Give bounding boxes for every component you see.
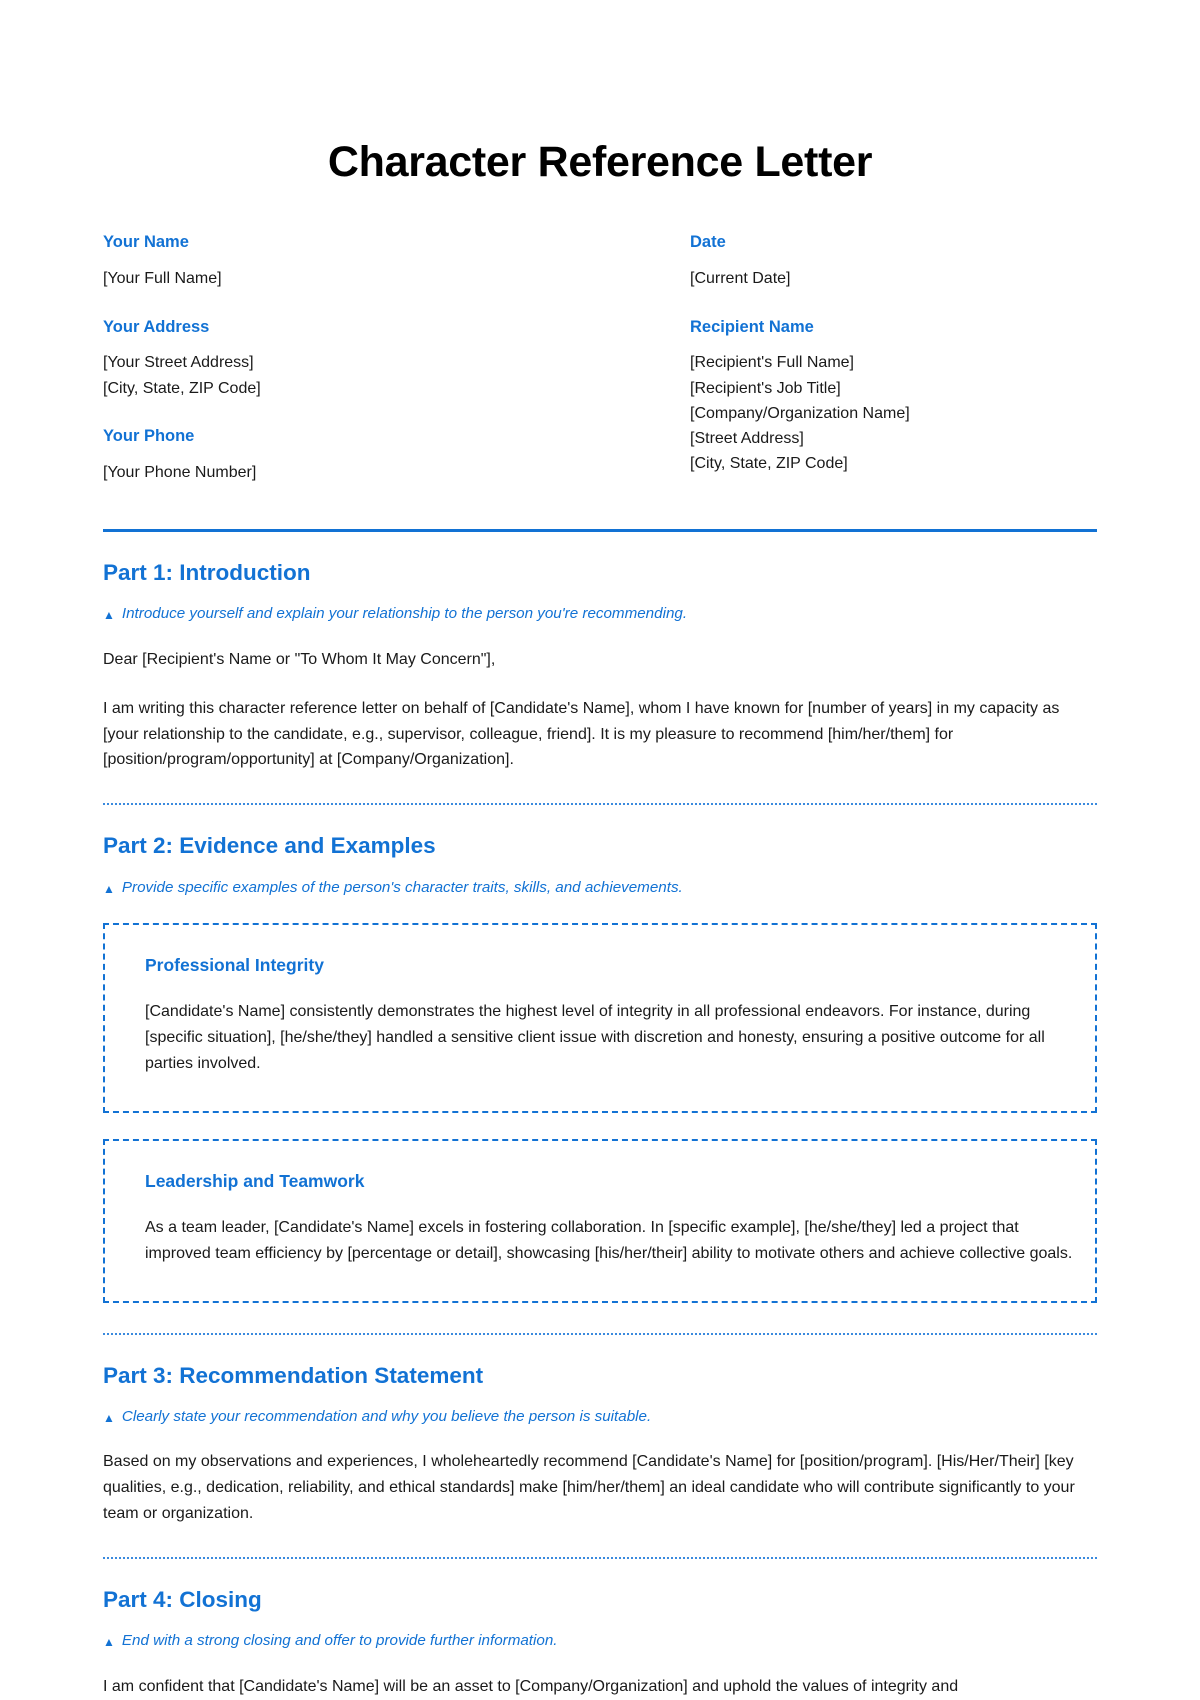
sender-name-block [103, 233, 600, 291]
letter-header [103, 233, 1097, 484]
example-box-professional-integrity[interactable] [103, 923, 1097, 1113]
triangle-up-icon: ▲ [103, 1410, 115, 1425]
hint-part-4 [103, 1631, 1097, 1651]
hint-text-part-1: Introduce yourself and explain your relationship to the person you're recommending. [121, 605, 688, 623]
page-title: Character Reference Letter [327, 138, 873, 186]
sender-address-label: Your Address [103, 317, 210, 336]
date-label: Date [690, 233, 726, 252]
example-box-leadership-teamwork[interactable] [103, 1139, 1097, 1303]
sender-column [103, 233, 600, 484]
triangle-up-icon: ▲ [103, 608, 115, 623]
example-body-leadership-teamwork[interactable]: As a team leader, [Candidate's Name] excels in fostering collaboration. In [specific example], [he/she/they] led a project that improved team efficiency by [percentage or detail], showcasing [his/her/their] ability to motivate others and achieve collective goals. [145, 1218, 1073, 1262]
section-part-3 [103, 1335, 1097, 1528]
recipient-column [600, 233, 1097, 484]
section-title-part-4: Part 4: Closing [103, 1587, 262, 1613]
section-title-part-3: Part 3: Recommendation Statement [103, 1362, 484, 1388]
date-block [690, 233, 1097, 291]
recipient-fullname-value[interactable]: [Recipient's Full Name] [690, 354, 854, 372]
section-part-1 [103, 532, 1097, 774]
recipient-company-value[interactable]: [Company/Organization Name] [690, 404, 910, 422]
document-content [0, 233, 1200, 1699]
recipient-name-label: Recipient Name [690, 317, 814, 336]
example-title-leadership-teamwork: Leadership and Teamwork [145, 1170, 365, 1191]
triangle-up-icon: ▲ [103, 881, 115, 896]
section-title-part-2: Part 2: Evidence and Examples [103, 833, 436, 859]
closing-paragraph[interactable]: I am confident that [Candidate's Name] will be an asset to [Company/Organization] and uphold the values of integrity and [103, 1678, 959, 1696]
section-part-4 [103, 1559, 1097, 1700]
sender-name-label: Your Name [103, 233, 189, 252]
recipient-name-block [690, 318, 1097, 477]
sender-city-value[interactable]: [City, State, ZIP Code] [103, 379, 261, 397]
sender-street-value[interactable]: [Your Street Address] [103, 354, 254, 372]
hint-text-part-4: End with a strong closing and offer to provide further information. [121, 1632, 558, 1650]
sender-name-value[interactable]: [Your Full Name] [103, 270, 222, 288]
recommendation-paragraph[interactable]: Based on my observations and experiences, I wholeheartedly recommend [Candidate's Name] for [position/program]. [His/Her/Their] [key qualities, e.g., dedication, reliability, and ethical standards] make [him/her/them] an ideal candidate who will contribute significantly to your team or organization. [103, 1453, 1075, 1523]
sender-address-block [103, 318, 600, 401]
salutation-paragraph[interactable]: Dear [Recipient's Name or "To Whom It May Concern"], [103, 650, 496, 668]
recipient-city-value[interactable]: [City, State, ZIP Code] [690, 455, 848, 473]
example-title-professional-integrity: Professional Integrity [145, 955, 324, 976]
hint-text-part-3: Clearly state your recommendation and why you believe the person is suitable. [121, 1407, 652, 1425]
hint-part-3 [103, 1407, 1097, 1427]
sender-phone-block [103, 427, 600, 485]
sender-phone-label: Your Phone [103, 426, 195, 445]
recipient-jobtitle-value[interactable]: [Recipient's Job Title] [690, 379, 841, 397]
hint-part-1 [103, 604, 1097, 624]
intro-paragraph[interactable]: I am writing this character reference letter on behalf of [Candidate's Name], whom I have known for [number of years] in my capacity as [your relationship to the candidate, e.g., supervisor, colleague, friend]. It is my pleasure to recommend [him/her/them] for [position/program/opportunity] at [Company/Organization]. [103, 699, 1060, 769]
sender-phone-value[interactable]: [Your Phone Number] [103, 463, 257, 481]
hint-text-part-2: Provide specific examples of the person's character traits, skills, and achievements. [121, 878, 683, 896]
recipient-street-value[interactable]: [Street Address] [690, 430, 804, 448]
hint-part-2 [103, 878, 1097, 898]
example-body-professional-integrity[interactable]: [Candidate's Name] consistently demonstrates the highest level of integrity in all professional endeavors. For instance, during [specific situation], [he/she/they] handled a sensitive client issue with discretion and honesty, ensuring a positive outcome for all parties involved. [145, 1003, 1045, 1072]
date-value[interactable]: [Current Date] [690, 270, 791, 288]
section-title-part-1: Part 1: Introduction [103, 559, 311, 585]
triangle-up-icon: ▲ [103, 1635, 115, 1650]
section-part-2 [103, 805, 1097, 1302]
